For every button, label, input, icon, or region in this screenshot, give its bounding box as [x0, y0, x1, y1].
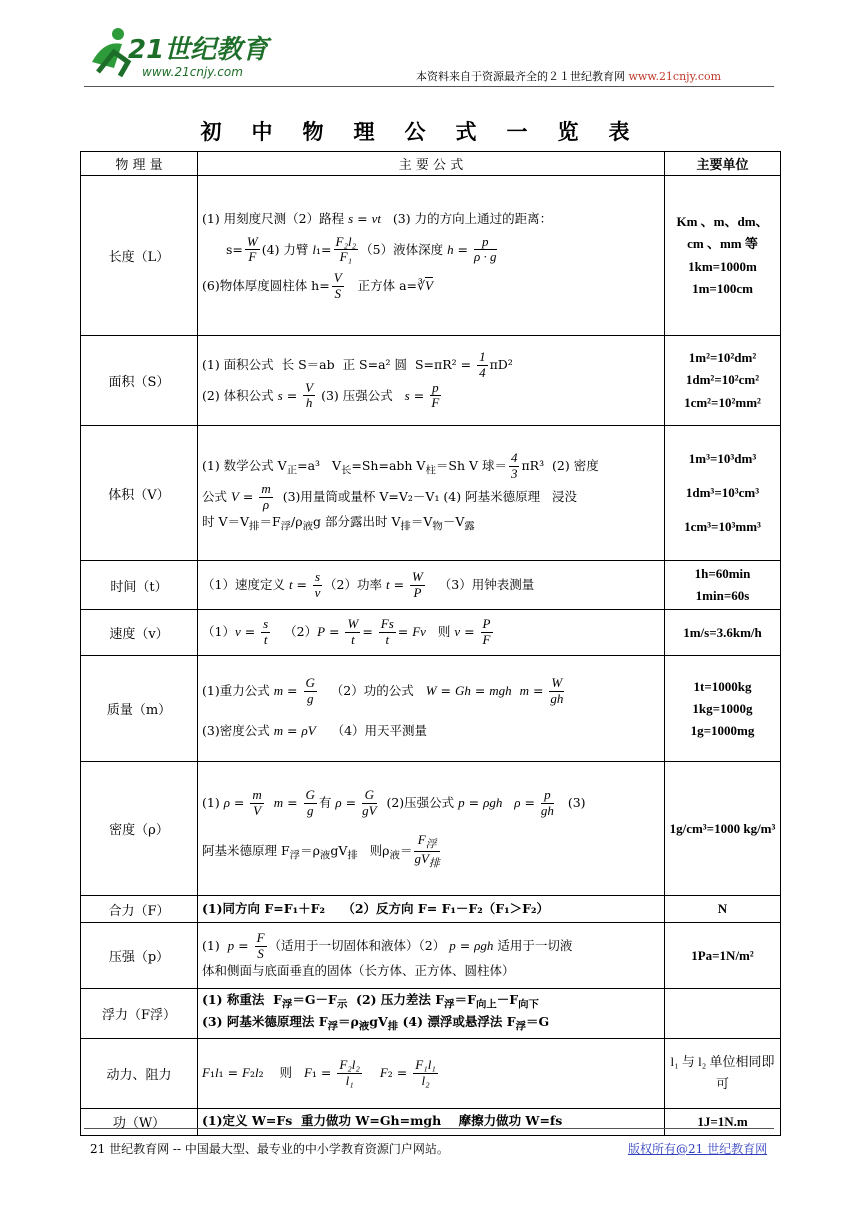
quantity-cell: 面积（S） [81, 336, 198, 426]
unit-cell: 1g/cm³=1000 kg/m³ [665, 762, 781, 896]
formula-cell: (1) 面积公式 长 S＝ab 正 S=a² 圆 S=πR² = $\frac{1}{4}$ πD² (2) 体积公式 s = $\frac{V}{h}$ (3) 压强公式 s = $\frac{p}{F}$ [198, 336, 665, 426]
formula-cell: (1)同方向 F=F₁＋F₂ （2）反方向 F= F₁－F₂（F₁＞F₂） [198, 896, 665, 923]
unit-cell: 1J=1N.m [665, 1108, 781, 1135]
table-row [81, 1038, 781, 1108]
formula-cell: (1)定义 W=Fs 重力做功 W=Gh=mgh 摩擦力做功 W=fs [198, 1108, 665, 1135]
quantity-cell: 时间（t） [81, 561, 198, 610]
unit-cell: Km 、m、dm、cm 、mm 等 1km=1000m 1m=100cm [665, 176, 781, 336]
formula-table [80, 151, 781, 1136]
unit-cell: 1Pa=1N/m² [665, 923, 781, 989]
header-divider [84, 86, 774, 87]
table-row [81, 989, 781, 1038]
table-header-row [81, 152, 781, 176]
table-row [81, 176, 781, 336]
unit-cell [665, 989, 781, 1038]
formula-cell: F₁l₁ = F₂l₂ 则 F₁ = $\frac{\text{F₂l₂}}{\text{l₁}}$ F₂ = $\frac{\text{F₁l₁}}{\text{l₂}}$ [198, 1038, 665, 1108]
quantity-cell: 合力（F） [81, 896, 198, 923]
unit-cell: 1h=60min 1min=60s [665, 561, 781, 610]
unit-cell: 1m/s=3.6km/h [665, 610, 781, 656]
table-row [81, 762, 781, 896]
formula-cell: (1) p = $\frac{F}{S}$ （适用于一切固体和液体）（2） p = ρgh 适用于一切液 体和侧面与底面垂直的固体（长方体、正方体、圆柱体） [198, 923, 665, 989]
logo-text: 21世纪教育 [128, 35, 269, 65]
quantity-cell: 密度（ρ） [81, 762, 198, 896]
formula-cell: (1) ρ = $\frac{m}{V}$ m = $\frac{G}{g}$ 有 ρ = $\frac{G}{gV}$ (2)压强公式 p = ρgh ρ = $\frac{p}{gh}$ (3) 阿基米德原理 $F_浮=\rho_液gV_排$ 则$\rho_液=$ $\frac{F_浮}{gV_排}$ [198, 762, 665, 896]
unit-cell: 1t=1000kg 1kg=1000g 1g=1000mg [665, 656, 781, 762]
table-row [81, 923, 781, 989]
quantity-cell: 体积（V） [81, 426, 198, 561]
unit-cell: N [665, 896, 781, 923]
table-row [81, 336, 781, 426]
table-row [81, 656, 781, 762]
table-row [81, 1108, 781, 1135]
quantity-cell: 功（W） [81, 1108, 198, 1135]
formula-cell: （1）速度定义 t = $\frac{s}{v}$ （2）功率 t = $\frac{W}{P}$ （3）用钟表测量 [198, 561, 665, 610]
formula-cell: (1) 用刻度尺测（2）路程 s = vt (3) 力的方向上通过的距离： s= $\frac{W}{F}$ (4) 力臂 l₁= $\frac{\text{F₂l₂}}{\text{F₁}}$ （5）液体深度 h = $\frac{p}{\rho \cdot g}$ (6)物体厚度圆柱体 h= $\frac{V}{S}$ 正方体 $a=∛\overline{V}$ [198, 176, 665, 336]
table-row [81, 896, 781, 923]
page-title: 初中物理公式一览表 [200, 119, 660, 144]
unit-cell: 1m³=10³dm³ 1dm³=10³cm³ 1cm³=10³mm³ [665, 426, 781, 561]
header-quantity: 物 理 量 [81, 152, 198, 176]
copyright-link[interactable]: 版权所有@21 世纪教育网 [628, 1142, 768, 1156]
table-row [81, 610, 781, 656]
logo-url: www.21cnjy.com [142, 65, 243, 79]
footer-divider [84, 1128, 774, 1129]
unit-cell: 1m²=10²dm² 1dm²=10²cm² 1cm²=10²mm² [665, 336, 781, 426]
header-formula: 主 要 公 式 [198, 152, 665, 176]
quantity-cell: 速度（v） [81, 610, 198, 656]
quantity-cell: 压强（p） [81, 923, 198, 989]
unit-cell: l₁ 与 l₂ 单位相同即可 [665, 1038, 781, 1108]
formula-cell: (1)重力公式 m = $\frac{G}{g}$ （2）功的公式 W = Gh = mgh m = $\frac{W}{gh}$ (3)密度公式 m = ρV （4）用天平测量 [198, 656, 665, 762]
quantity-cell: 长度（L） [81, 176, 198, 336]
table-row [81, 426, 781, 561]
footer-text: 21 世纪教育网 -- 中国最大型、最专业的中小学教育资源门户网站。 [90, 1142, 449, 1156]
formula-cell: (1) 称重法 $F_浮=G-F_示$ (2) 压力差法 $F_浮=F_{向上}-F_{向下}$ (3) 阿基米德原理法 $F_浮=\rho_液gV_排$ (4) 漂浮或悬浮法 $F_浮=G$ [198, 989, 665, 1038]
formula-cell: (1) 数学公式 $V_正=a^3$ $V_长=Sh=abh$ $V_柱=Sh$ V 球＝ $\frac{4}{3}$ πR³ (2) 密度 公式 V = $\frac{m}{\rho}$ (3)用量筒或量杯 V=V₂－V₁ (4) 阿基米德原理 浸没 时 $V=V_排=F_浮/\rho_液g$ 部分露出时 $V_排=V_物-V_露$ [198, 426, 665, 561]
quantity-cell: 质量（m） [81, 656, 198, 762]
site-logo [84, 22, 284, 88]
quantity-cell: 浮力（F浮） [81, 989, 198, 1038]
header-note: 本资料来自于资源最齐全的２１世纪教育网 www.21cnjy.com [416, 70, 722, 83]
table-row [81, 561, 781, 610]
header-unit: 主要单位 [665, 152, 781, 176]
formula-cell: （1）v = $\frac{s}{t}$ （2）P = $\frac{W}{t}$ = $\frac{Fs}{t}$ = Fv 则 v = $\frac{P}{F}$ [198, 610, 665, 656]
quantity-cell: 动力、阻力 [81, 1038, 198, 1108]
